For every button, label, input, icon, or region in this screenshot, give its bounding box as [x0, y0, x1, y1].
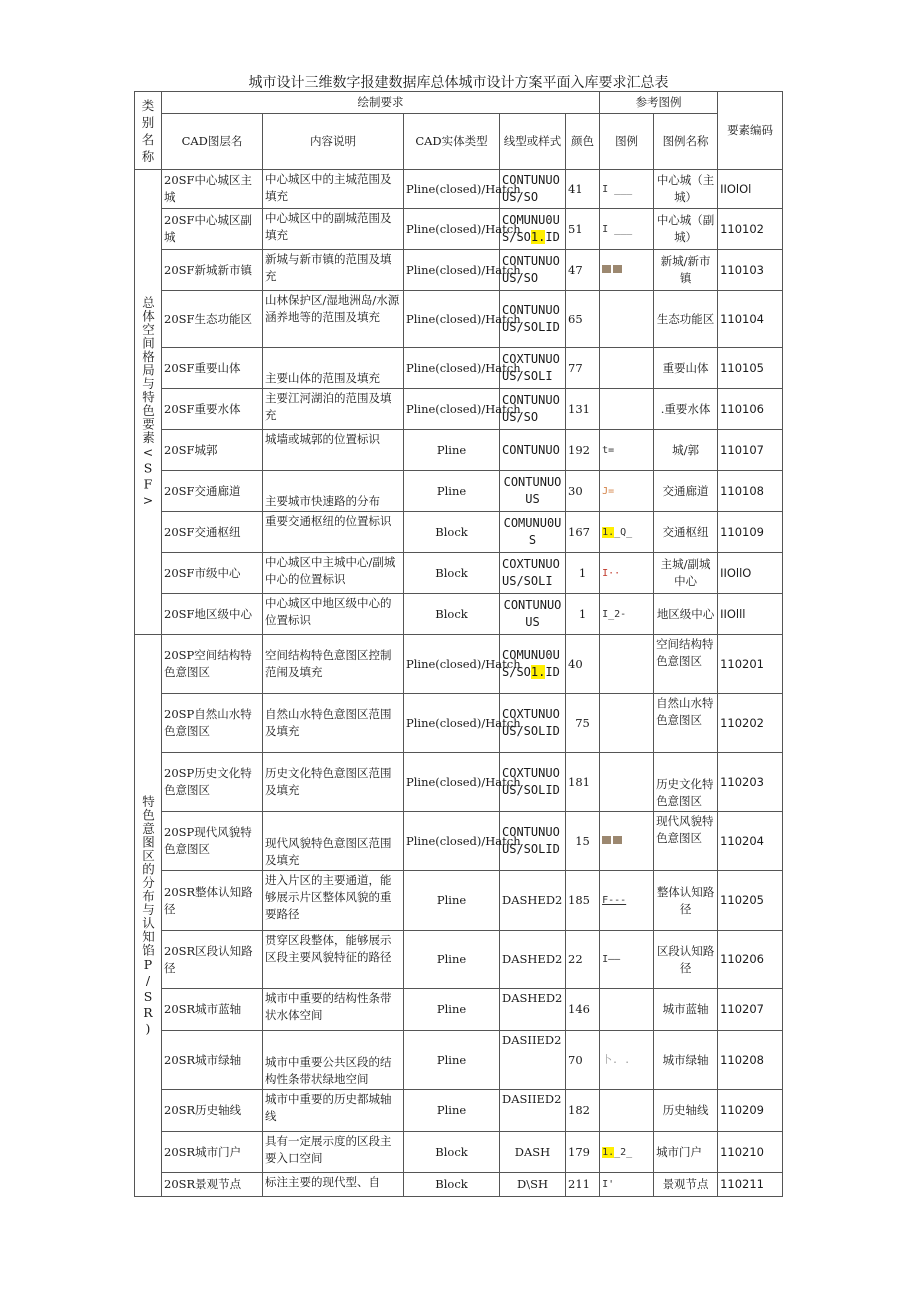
legend-line-icon: F---	[600, 871, 654, 931]
layer-name: 20SF城郭	[162, 430, 263, 471]
content-desc: 自然山水特色意图区范围及填充	[263, 694, 404, 753]
entity-type: Pline	[404, 871, 500, 931]
legend-name: 景观节点	[654, 1173, 718, 1197]
content-desc: 现代风貌特色意图区范围及填充	[263, 812, 404, 871]
element-code: 110210	[718, 1132, 783, 1173]
linetype-part: ID	[545, 665, 560, 679]
header-legend: 图例	[600, 114, 654, 170]
content-desc: 中心城区中的副城范围及填充	[263, 209, 404, 250]
element-code: IIOlll	[718, 594, 783, 635]
page-title: 城市设计三维数字报建数据库总体城市设计方案平面入库要求汇总表	[248, 75, 669, 91]
table-row	[135, 812, 783, 871]
header-category: 类别名称	[135, 92, 162, 170]
element-code: 110104	[718, 291, 783, 348]
entity-type: Pline(closed)/Hatch	[404, 635, 500, 694]
entity-type: Pline(closed)/Hatch	[404, 250, 500, 291]
linetype-part: COMUNU0US/SO	[502, 213, 560, 244]
color-value: 70	[566, 1031, 600, 1090]
table-row	[135, 989, 783, 1031]
element-code: 110202	[718, 694, 783, 753]
header-row-1	[135, 92, 783, 114]
color-value: 192	[566, 430, 600, 471]
content-desc: 城市中重要的结构性条带状水体空间	[263, 989, 404, 1031]
linetype: CONTUNUOUS/SO	[500, 250, 566, 291]
legend-empty	[600, 1090, 654, 1132]
content-desc: 城墙或城郭的位置标识	[263, 430, 404, 471]
category-sf: 总体空间格局与特色要素<SF>	[135, 170, 162, 635]
header-desc: 内容说明	[263, 114, 404, 170]
header-legend-name: 图例名称	[654, 114, 718, 170]
legend-name: 历史轴线	[654, 1090, 718, 1132]
element-code: 110103	[718, 250, 783, 291]
linetype: CONTUNUOUS	[500, 594, 566, 635]
legend-empty	[600, 348, 654, 389]
entity-type: Pline	[404, 430, 500, 471]
legend-name: 历史文化特色意图区	[654, 753, 718, 812]
highlight-mark: 1.	[602, 526, 615, 538]
content-desc: 重要交通枢纽的位置标识	[263, 512, 404, 553]
table-row	[135, 430, 783, 471]
legend-name: 交通廊道	[654, 471, 718, 512]
element-code: IIOlOl	[718, 170, 783, 209]
element-code: 110106	[718, 389, 783, 430]
table-row	[135, 694, 783, 753]
entity-type: Pline(closed)/Hatch	[404, 694, 500, 753]
element-code: 110109	[718, 512, 783, 553]
linetype: DASHED2	[500, 871, 566, 931]
legend-block-icon	[600, 512, 654, 553]
linetype: D\SH	[500, 1173, 566, 1197]
linetype: COXTUNUOUS/SOLID	[500, 753, 566, 812]
table-row	[135, 1173, 783, 1197]
content-desc: 城市中重要公共区段的结构性条带状绿地空间	[263, 1031, 404, 1090]
table-row	[135, 250, 783, 291]
header-entity: CAD实体类型	[404, 114, 500, 170]
layer-name: 20SF中心城区副城	[162, 209, 263, 250]
linetype: CONTUNUOUS	[500, 471, 566, 512]
color-value: 77	[566, 348, 600, 389]
legend-name: 区段认知路径	[654, 931, 718, 989]
element-code: 110102	[718, 209, 783, 250]
entity-type: Pline(closed)/Hatch	[404, 812, 500, 871]
content-desc: 中心城区中的主城范围及填充	[263, 170, 404, 209]
legend-name: 城市门户	[654, 1132, 718, 1173]
layer-name: 20SR城市绿轴	[162, 1031, 263, 1090]
content-desc: 城市中重要的历史都城轴线	[263, 1090, 404, 1132]
header-color: 颜色	[566, 114, 600, 170]
legend-name: 自然山水特色意图区	[654, 694, 718, 753]
entity-type: Pline	[404, 931, 500, 989]
legend-point-icon: I'	[600, 1173, 654, 1197]
header-element-code: 要素编码	[718, 92, 783, 170]
color-value: 181	[566, 753, 600, 812]
legend-line-icon: I ___	[600, 209, 654, 250]
color-value: 30	[566, 471, 600, 512]
linetype: CONTUNUOUS/SO	[500, 389, 566, 430]
entity-type: Pline(closed)/Hatch	[404, 170, 500, 209]
legend-point-icon: I_2-	[600, 594, 654, 635]
legend-empty	[600, 291, 654, 348]
content-desc: 山林保护区/湿地洲岛/水源涵养地等的范围及填充	[263, 291, 404, 348]
entity-type: Block	[404, 594, 500, 635]
color-value: 182	[566, 1090, 600, 1132]
linetype: COXTUNUOUS/SOLI	[500, 348, 566, 389]
legend-name: .重要水体	[654, 389, 718, 430]
table-row	[135, 291, 783, 348]
layer-name: 20SR区段认知路径	[162, 931, 263, 989]
content-desc: 历史文化特色意图区范围及填充	[263, 753, 404, 812]
entity-type: Pline	[404, 1090, 500, 1132]
legend-name: 地区级中心	[654, 594, 718, 635]
linetype	[500, 209, 566, 250]
table-row	[135, 753, 783, 812]
entity-type: Pline(closed)/Hatch	[404, 348, 500, 389]
element-code: 110105	[718, 348, 783, 389]
layer-name: 20SF重要水体	[162, 389, 263, 430]
entity-type: Block	[404, 1173, 500, 1197]
legend-empty	[600, 635, 654, 694]
element-code: 110108	[718, 471, 783, 512]
legend-name: 空间结构特色意图区	[654, 635, 718, 694]
legend-line-icon: I ___	[600, 170, 654, 209]
color-value: 185	[566, 871, 600, 931]
legend-block-icon	[600, 1132, 654, 1173]
layer-name: 20SP现代风貌特色意图区	[162, 812, 263, 871]
legend-line-icon: I——	[600, 931, 654, 989]
table-row	[135, 931, 783, 989]
color-value: 211	[566, 1173, 600, 1197]
legend-name: 重要山体	[654, 348, 718, 389]
content-desc: 贯穿区段整体，能够展示区段主要风貌特征的路径	[263, 931, 404, 989]
legend-name: 城/郭	[654, 430, 718, 471]
layer-name: 20SF交通枢纽	[162, 512, 263, 553]
element-code: 110201	[718, 635, 783, 694]
color-value: 75	[566, 694, 600, 753]
legend-name: 生态功能区	[654, 291, 718, 348]
legend-name: 整体认知路径	[654, 871, 718, 931]
table-row	[135, 170, 783, 209]
content-desc: 主要江河湖泊的范围及填充	[263, 389, 404, 430]
color-value: 41	[566, 170, 600, 209]
entity-type: Pline	[404, 1031, 500, 1090]
legend-empty	[600, 753, 654, 812]
element-code: IIOllO	[718, 553, 783, 594]
layer-name: 20SP空间结构特色意图区	[162, 635, 263, 694]
content-desc: 主要山体的范围及填充	[263, 348, 404, 389]
linetype-part: ID	[545, 230, 560, 244]
color-value: 15	[566, 812, 600, 871]
legend-name: 城市绿轴	[654, 1031, 718, 1090]
table-row	[135, 871, 783, 931]
linetype: DASHED2	[500, 989, 566, 1031]
entity-type: Block	[404, 553, 500, 594]
linetype: DASH	[500, 1132, 566, 1173]
header-row-2	[135, 114, 783, 170]
highlight-mark: 1.	[602, 1146, 615, 1158]
legend-swatch-icon	[600, 812, 654, 871]
legend-name: 中心城（主城）	[654, 170, 718, 209]
layer-name: 20SR历史轴线	[162, 1090, 263, 1132]
entity-type: Pline(closed)/Hatch	[404, 209, 500, 250]
table-row	[135, 209, 783, 250]
entity-type: Pline	[404, 989, 500, 1031]
entity-type: Pline(closed)/Hatch	[404, 753, 500, 812]
color-value: 65	[566, 291, 600, 348]
layer-name: 20SF中心城区主城	[162, 170, 263, 209]
entity-type: Pline(closed)/Hatch	[404, 291, 500, 348]
header-reference-legend: 参考图例	[600, 92, 718, 114]
element-code: 110204	[718, 812, 783, 871]
legend-name: 交通枢纽	[654, 512, 718, 553]
color-value: 146	[566, 989, 600, 1031]
layer-name: 20SF地区级中心	[162, 594, 263, 635]
layer-name: 20SF生态功能区	[162, 291, 263, 348]
element-code: 110211	[718, 1173, 783, 1197]
highlight-mark: 1.	[530, 665, 546, 679]
content-desc: 进入片区的主要通道，能够展示片区整体风貌的重要路径	[263, 871, 404, 931]
color-value: 179	[566, 1132, 600, 1173]
color-value: 22	[566, 931, 600, 989]
color-value: 1	[566, 594, 600, 635]
legend-text: _2_	[614, 1146, 633, 1158]
entity-type: Pline(closed)/Hatch	[404, 389, 500, 430]
layer-name: 20SR整体认知路径	[162, 871, 263, 931]
layer-name: 20SF重要山体	[162, 348, 263, 389]
header-draw-requirements: 绘制要求	[162, 92, 600, 114]
table-row	[135, 348, 783, 389]
content-desc: 标注主要的现代型、自	[263, 1173, 404, 1197]
linetype: CONTUNUOUS/SOLID	[500, 291, 566, 348]
linetype: COXTUNUOUS/SOLID	[500, 694, 566, 753]
entity-type: Pline	[404, 471, 500, 512]
table-row	[135, 389, 783, 430]
table-row	[135, 594, 783, 635]
table-row	[135, 471, 783, 512]
content-desc: 空间结构特色意图区控制范闱及填充	[263, 635, 404, 694]
table-row	[135, 1090, 783, 1132]
content-desc: 中心城区中地区级中心的位置标识	[263, 594, 404, 635]
legend-name: 新城/新市镇	[654, 250, 718, 291]
legend-point-icon: I··	[600, 553, 654, 594]
layer-name: 20SP历史文化特色意图区	[162, 753, 263, 812]
content-desc: 具有一定展示度的区段主要入口空间	[263, 1132, 404, 1173]
legend-text: _Q_	[614, 526, 633, 538]
element-code: 110107	[718, 430, 783, 471]
linetype: DASIIED2	[500, 1031, 566, 1090]
entity-type: Block	[404, 512, 500, 553]
linetype	[500, 635, 566, 694]
legend-line-icon: t=	[600, 430, 654, 471]
layer-name: 20SF市级中心	[162, 553, 263, 594]
linetype: COXTUNUOUS/SOLI	[500, 553, 566, 594]
legend-empty	[600, 989, 654, 1031]
element-code: 110209	[718, 1090, 783, 1132]
element-code: 110205	[718, 871, 783, 931]
linetype-part: COMUNU0US/SO	[502, 648, 560, 679]
layer-name: 20SR景观节点	[162, 1173, 263, 1197]
linetype: COMUNU0US	[500, 512, 566, 553]
legend-line-icon: 卜. .	[600, 1031, 654, 1090]
linetype: DASHED2	[500, 931, 566, 989]
content-desc: 新城与新市镇的范围及填充	[263, 250, 404, 291]
element-code: 110203	[718, 753, 783, 812]
legend-name: 主城/副城中心	[654, 553, 718, 594]
header-layer: CAD图层名	[162, 114, 263, 170]
layer-name: 20SP自然山水特色意图区	[162, 694, 263, 753]
element-code: 110207	[718, 989, 783, 1031]
linetype: DASIIED2	[500, 1090, 566, 1132]
table-row	[135, 1132, 783, 1173]
legend-line-icon: J=	[600, 471, 654, 512]
table-row	[135, 635, 783, 694]
table-row	[135, 512, 783, 553]
requirements-table	[134, 91, 783, 1197]
table-row	[135, 553, 783, 594]
legend-swatch-icon	[600, 250, 654, 291]
color-value: 47	[566, 250, 600, 291]
linetype: CONTUNUO	[500, 430, 566, 471]
entity-type: Block	[404, 1132, 500, 1173]
layer-name: 20SF新城新市镇	[162, 250, 263, 291]
legend-name: 现代风貌特色意图区	[654, 812, 718, 871]
table-row	[135, 1031, 783, 1090]
layer-name: 20SR城市门户	[162, 1132, 263, 1173]
header-linetype: 线型或样式	[500, 114, 566, 170]
legend-empty	[600, 694, 654, 753]
color-value: 40	[566, 635, 600, 694]
linetype: CONTUNUOUS/SOLID	[500, 812, 566, 871]
color-value: 131	[566, 389, 600, 430]
category-sp-sr: 特色意图区的分布与认知馅P/SR)	[135, 635, 162, 1197]
content-desc: 中心城区中主城中心/副城中心的位置标识	[263, 553, 404, 594]
element-code: 110208	[718, 1031, 783, 1090]
highlight-mark: 1.	[530, 230, 546, 244]
layer-name: 20SR城市蓝轴	[162, 989, 263, 1031]
legend-empty	[600, 389, 654, 430]
legend-name: 城市蓝轴	[654, 989, 718, 1031]
legend-name: 中心城（副城）	[654, 209, 718, 250]
layer-name: 20SF交通廊道	[162, 471, 263, 512]
element-code: 110206	[718, 931, 783, 989]
linetype: CONTUNUOUS/SO	[500, 170, 566, 209]
color-value: 1	[566, 553, 600, 594]
content-desc: 主要城市快速路的分布	[263, 471, 404, 512]
color-value: 167	[566, 512, 600, 553]
color-value: 51	[566, 209, 600, 250]
